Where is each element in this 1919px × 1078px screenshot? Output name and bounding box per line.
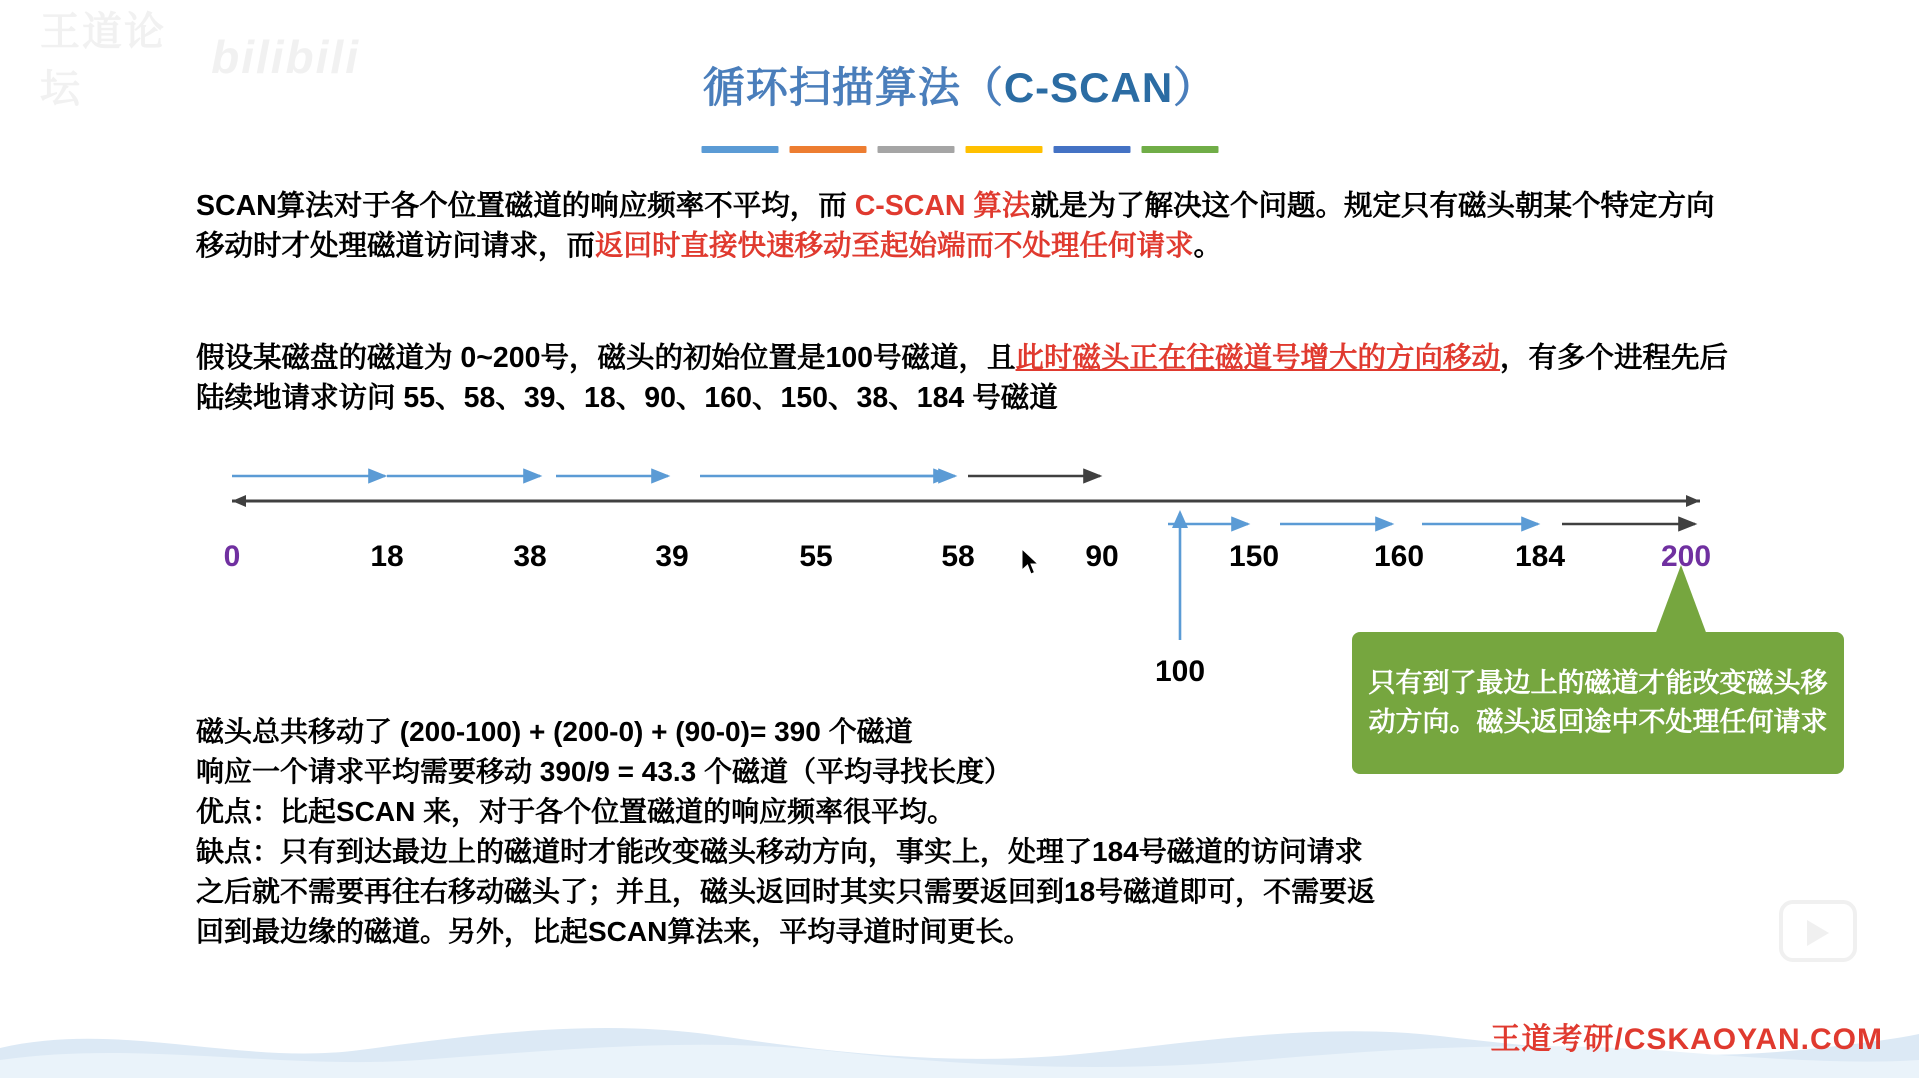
axis-tick-0: 0 [223, 540, 241, 573]
page-title [0, 55, 1919, 115]
axis-tick-39: 39 [655, 540, 689, 573]
axis-tick-150: 150 [1228, 540, 1280, 573]
watermark-site-name: 王道论坛 [40, 10, 166, 111]
bilibili-watermark-icon: bilibili [211, 31, 360, 83]
p1-highlight-return: 返回时直接快速移动至起始端而不处理任何请求 [595, 230, 1194, 263]
bilibili-play-icon [1779, 900, 1857, 962]
p1-highlight-cscan: C-SCAN 算法 [854, 190, 1031, 222]
callout-note: 只有到了最边上的磁道才能改变磁头移动方向。磁头返回途中不处理任何请求 [1352, 632, 1844, 774]
p2-seg3: ，有多个进程先后陆续地请求访问 55、58、39、18、90、160、150、38、184 号磁道 [196, 342, 1729, 415]
title-decoration-bars [701, 146, 1218, 153]
footer-brand: 王道考研/CSKAOYAN.COM [1490, 1023, 1883, 1056]
p1-seg3: 就是为了解决这个问题。规定只有磁头朝某个特定方向移动时才处理磁道访问请求，而 [196, 190, 1715, 263]
axis-tick-200: 200 [1660, 540, 1712, 573]
summary-line-4: 缺点：只有到达最边上的磁道时才能改变磁头移动方向，事实上，处理了184号磁道的访问请求 [196, 836, 1363, 868]
title-en: C-SCAN [1003, 64, 1174, 111]
summary-block [196, 712, 1796, 952]
axis-tick-184: 184 [1514, 540, 1566, 573]
title-cn-suffix: ） [1173, 64, 1217, 111]
title-cn-prefix: 循环扫描算法（ [702, 64, 1004, 111]
callout-tail [1655, 565, 1707, 635]
summary-line-5: 之后就不需要再往右移动磁头了；并且，磁头返回时其实只需要返回到18号磁道即可，不需要返 [196, 876, 1376, 908]
p1-seg5: 。 [1193, 230, 1223, 263]
axis-tick-58: 58 [941, 540, 975, 573]
axis-tick-38: 38 [513, 540, 547, 573]
summary-line-1: 磁头总共移动了 (200-100) + (200-0) + (90-0)= 390 个磁道 [196, 716, 913, 747]
summary-line-3: 优点：比起SCAN 来，对于各个位置磁道的响应频率很平均。 [196, 796, 956, 828]
axis-tick-labels [0, 540, 1919, 580]
p1-seg1: SCAN算法对于各个位置磁道的响应频率不平均，而 [196, 190, 855, 222]
axis-tick-18: 18 [370, 540, 404, 573]
head-start-label: 100 [1154, 655, 1206, 688]
p2-highlight-direction: 此时磁头正在往磁道号增大的方向移动 [1015, 342, 1501, 374]
summary-line-6: 回到最边缘的磁道。另外，比起SCAN算法来，平均寻道时间更长。 [196, 916, 1032, 948]
paragraph-example [196, 338, 1756, 419]
summary-line-2: 响应一个请求平均需要移动 390/9 = 43.3 个磁道（平均寻找长度） [196, 756, 1013, 788]
paragraph-intro [196, 186, 1736, 267]
axis-tick-90: 90 [1085, 540, 1119, 573]
axis-tick-160: 160 [1373, 540, 1425, 573]
p2-seg1: 假设某磁盘的磁道为 0~200号，磁头的初始位置是100号磁道，且 [196, 342, 1016, 374]
axis-tick-55: 55 [799, 540, 833, 573]
